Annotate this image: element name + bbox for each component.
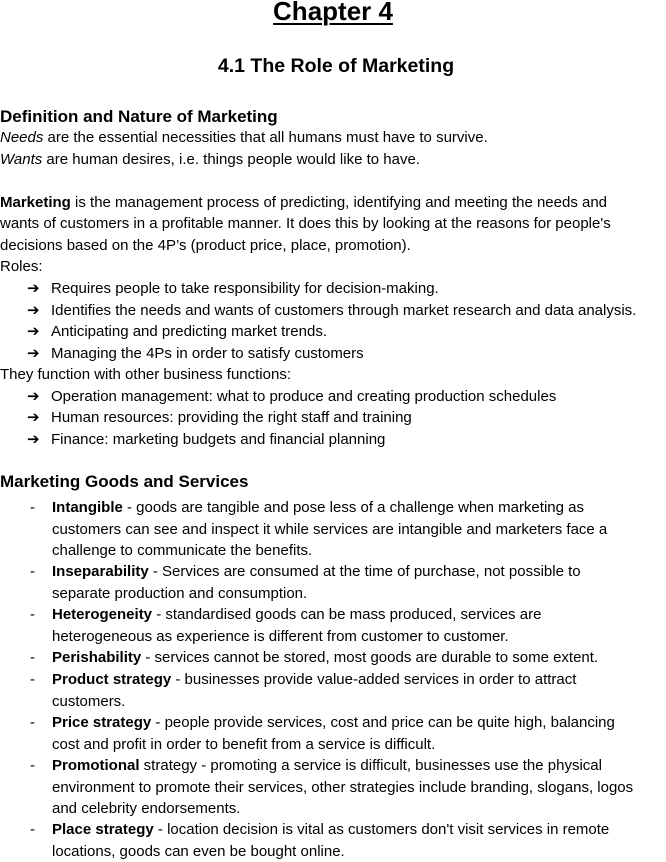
dash-bullet: - (30, 757, 35, 774)
chapter-title: Chapter 4 (273, 0, 393, 26)
needs-definition (0, 127, 488, 149)
functions-label: They function with other business functions: (0, 366, 291, 383)
term-description: challenge to communicate the benefits. (52, 542, 313, 560)
term-description: - standardised goods can be mass produced, services are (152, 606, 542, 623)
term-description: strategy - promoting a service is difficult, businesses use the physical (139, 757, 602, 774)
list-item-text (52, 819, 666, 862)
term-description: heterogeneous as experience is different from customer to customer. (52, 627, 509, 645)
list-item (27, 343, 364, 365)
list-item-text (52, 755, 666, 820)
arrow-icon: ➔ (27, 431, 40, 448)
list-item (27, 300, 636, 322)
list-item (27, 278, 439, 300)
term-description: - people provide services, cost and price can be quite high, balancing (151, 714, 615, 731)
term-description: environment to promote their services, other strategies include branding, slogans, logos (52, 778, 634, 796)
term-description: - businesses provide value-added services in order to attract (171, 671, 577, 688)
dash-bullet: - (30, 563, 35, 580)
dash-bullet: - (30, 821, 35, 838)
list-item-text: Anticipating and predicting market trends. (51, 323, 327, 340)
term-description: - location decision is vital as customers don't visit services in remote (153, 821, 610, 838)
list-item (27, 386, 556, 408)
wants-definition (0, 149, 420, 171)
marketing-definition-line-1 (0, 192, 607, 214)
list-item-text (52, 669, 666, 712)
term-description: - goods are tangible and pose less of a challenge when marketing as (122, 499, 584, 516)
term-description: and celebrity endorsements. (52, 800, 241, 818)
arrow-icon: ➔ (27, 323, 40, 340)
term-perishability: Perishability (52, 649, 142, 666)
term-place-strategy: Place strategy (52, 821, 154, 838)
list-item (27, 407, 412, 429)
list-item (27, 321, 327, 343)
list-item-text: Managing the 4Ps in order to satisfy customers (51, 345, 364, 362)
arrow-icon: ➔ (27, 345, 40, 362)
wants-term: Wants (0, 151, 43, 168)
term-description: separate production and consumption. (52, 584, 308, 602)
term-description: customers can see and inspect it while services are intangible and marketers face a (52, 520, 608, 538)
term-heterogeneity: Heterogeneity (52, 606, 153, 623)
arrow-icon: ➔ (27, 388, 40, 405)
dash-bullet: - (30, 606, 35, 623)
needs-term: Needs (0, 129, 44, 146)
marketing-term: Marketing (0, 194, 71, 211)
list-item-text (52, 561, 666, 604)
list-item-text: Human resources: providing the right staff and training (51, 409, 412, 426)
list-item-text (52, 647, 666, 669)
term-description: locations, goods can even be bought online. (52, 842, 345, 860)
dash-bullet: - (30, 671, 35, 688)
list-item-text: Operation management: what to produce and creating production schedules (51, 388, 557, 405)
arrow-icon: ➔ (27, 280, 40, 297)
arrow-icon: ➔ (27, 302, 40, 319)
dash-bullet: - (30, 649, 35, 666)
term-intangible: Intangible (52, 499, 123, 516)
roles-label: Roles: (0, 258, 43, 275)
wants-text: are human desires, i.e. things people would like to have. (42, 151, 420, 168)
term-product-strategy: Product strategy (52, 671, 172, 688)
section-title: 4.1 The Role of Marketing (217, 55, 455, 77)
marketing-definition-line-2: wants of customers in a profitable manner. It does this by looking at the reasons for people's (0, 215, 611, 232)
term-price-strategy: Price strategy (52, 714, 152, 731)
list-item-text: Finance: marketing budgets and financial planning (51, 431, 386, 448)
term-description: - Services are consumed at the time of purchase, not possible to (148, 563, 581, 580)
list-item-text (52, 497, 666, 562)
list-item (27, 429, 385, 451)
list-item-text: Identifies the needs and wants of customers through market research and data analysis. (51, 302, 637, 319)
term-promotional: Promotional (52, 757, 140, 774)
needs-text: are the essential necessities that all humans must have to survive. (43, 129, 488, 146)
dash-bullet: - (30, 714, 35, 731)
marketing-definition-text: is the management process of predicting, identifying and meeting the needs and (70, 194, 608, 211)
definition-heading: Definition and Nature of Marketing (0, 107, 278, 126)
term-description: customers. (52, 692, 126, 710)
list-item-text (52, 712, 666, 755)
term-description: cost and profit in order to benefit from a service is difficult. (52, 735, 436, 753)
arrow-icon: ➔ (27, 409, 40, 426)
dash-bullet: - (30, 499, 35, 516)
goods-services-heading: Marketing Goods and Services (0, 472, 249, 491)
list-item-text (52, 604, 666, 647)
marketing-definition-line-3: decisions based on the 4P’s (product price, place, promotion). (0, 237, 411, 254)
list-item-text: Requires people to take responsibility for decision-making. (51, 280, 439, 297)
term-inseparability: Inseparability (52, 563, 149, 580)
term-description: - services cannot be stored, most goods are durable to some extent. (141, 649, 599, 666)
